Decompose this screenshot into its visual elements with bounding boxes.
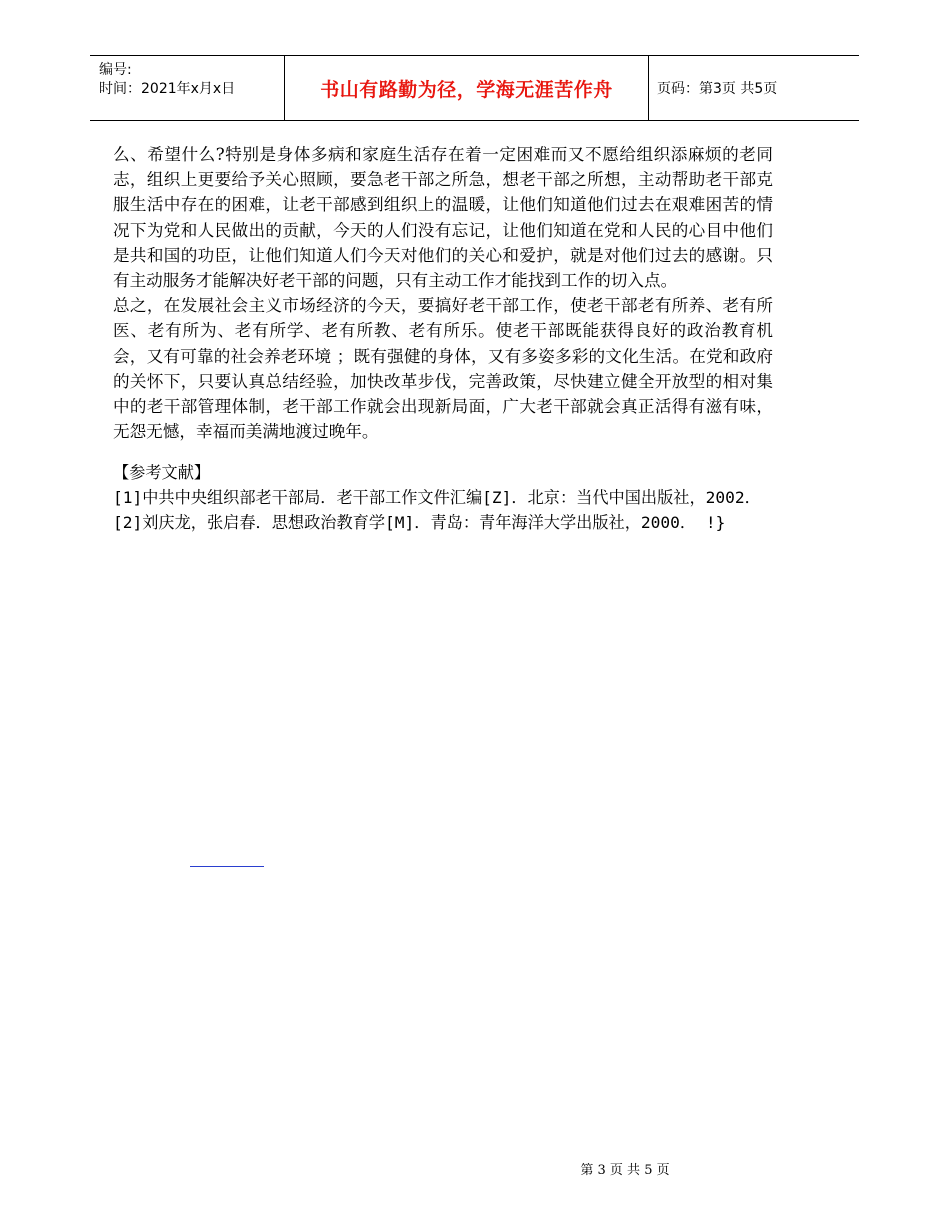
number-label: 编号: — [99, 62, 132, 78]
body-paragraph-2: 总之，在发展社会主义市场经济的今天，要搞好老干部工作，使老干部老有所养、老有所医、老有所为、老有所学、老有所教、老有所乐。使老干部既能获得良好的政治教育机会，又有可靠的社会养老环境 ；既有强健的身体，又有多姿多彩的文化生活。在党和政府的关怀下，只要认真总结经验，加快改革步伐，完善政策，尽快建立健全开放型的相对集中的老干部管理体制，老干部工作就会出现新局面，广大老干部就会真正活得有滋有味，无怨无憾，幸福而美满地渡过晚年。 — [113, 296, 773, 442]
reference-item-1: [1]中共中央组织部老干部局．老干部工作文件汇编[Z]．北京：当代中国出版社，2002． — [113, 488, 761, 508]
page-info: 页码：第3页 共5页 — [657, 81, 778, 97]
header-page-cell — [649, 56, 859, 120]
document-body — [113, 142, 773, 535]
references-section — [113, 460, 773, 535]
motto-text: 书山有路勤为径，学海无涯苦作舟 — [320, 78, 613, 101]
body-paragraph-1: 么、希望什么?特别是身体多病和家庭生活存在着一定困难而又不愿给组织添麻烦的老同志，组织上更要给予关心照顾，要急老干部之所急，想老干部之所想，主动帮助老干部克服生活中存在的困难，让老干部感到组织上的温暖，让他们知道他们过去在艰难困苦的情况下为党和人民做出的贡献，今天的人们没有忘记，让他们知道在党和人民的心目中他们是共和国的功臣，让他们知道人们今天对他们的关心和爱护，就是对他们过去的感谢。只有主动服务才能解决好老干部的问题，只有主动工作才能找到工作的切入点。 — [113, 145, 773, 291]
reference-item-2: [2]刘庆龙，张启春．思想政治教育学[M]．青岛：青年海洋大学出版社，2000． !} — [113, 513, 726, 533]
header-meta-cell — [90, 56, 285, 120]
document-header — [90, 55, 859, 121]
page-footer: 第 3 页 共 5 页 — [580, 1163, 670, 1178]
header-motto-cell — [285, 56, 649, 120]
references-title: 【参考文献】 — [113, 463, 211, 483]
hyperlink-underline[interactable] — [190, 866, 264, 867]
time-label: 时间：2021年x月x日 — [99, 81, 236, 97]
